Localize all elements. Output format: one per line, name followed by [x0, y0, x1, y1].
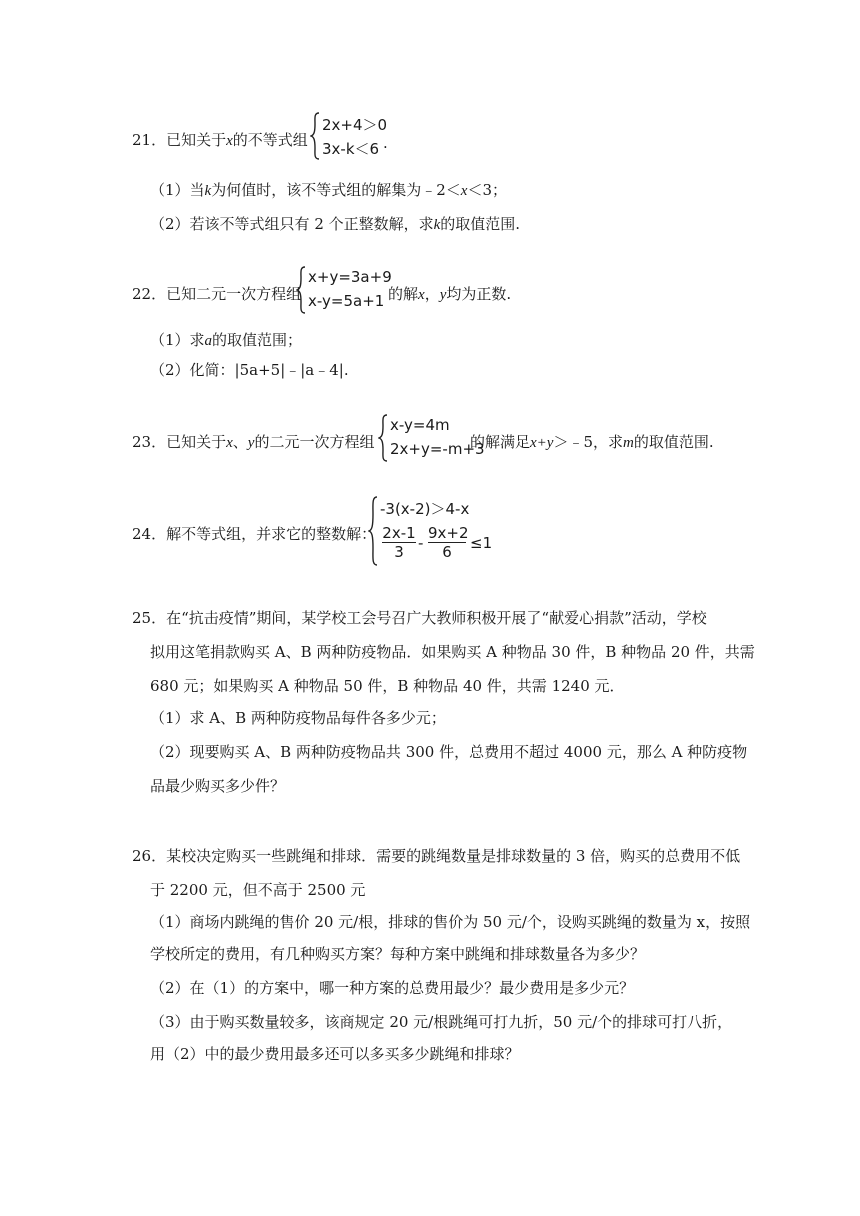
- q26-line-2: 于 2200 元，但不高于 2500 元: [150, 881, 366, 899]
- left-brace-icon: [378, 414, 388, 462]
- q22-equation-1: x+y=3a+9: [308, 268, 392, 286]
- left-brace-icon: [296, 266, 306, 314]
- q22-stem-tail: 的解x，y均为正数.: [388, 285, 512, 303]
- q22-part-2: （2）化简：|5a+5|﹣|a﹣4|.: [150, 361, 349, 379]
- q23-equation-2: 2x+y=-m+3: [390, 440, 485, 458]
- q24-stem: 24．解不等式组，并求它的整数解：: [132, 525, 377, 543]
- q24-fraction-1: [382, 524, 416, 561]
- q21-stem: 21．已知关于x的不等式组: [132, 131, 308, 149]
- q24-system: [368, 496, 528, 568]
- q26-part-2: （2）在（1）的方案中，哪一种方案的总费用最少？最少费用是多少元？: [150, 979, 635, 997]
- q21-part-1: （1）当k为何值时，该不等式组的解集为﹣2＜x＜3；: [150, 181, 507, 199]
- q23-equation-1: x-y=4m: [390, 416, 450, 434]
- q25-line-2: 拟用这笔捐款购买 A、B 两种防疫物品．如果购买 A 种物品 30 件，B 种物品 20 件，共需: [150, 643, 755, 661]
- q25-line-1: 25．在“抗击疫情”期间，某学校工会号召广大教师积极开展了“献爱心捐款”活动，学校: [132, 609, 707, 627]
- q24-inequality-1: -3(x-2)＞4-x: [380, 500, 470, 518]
- q22-equation-2: x-y=5a+1: [308, 292, 385, 310]
- fraction-2-denominator: 6: [428, 542, 466, 561]
- q21-period: .: [383, 134, 388, 152]
- q26-line-4: 学校所定的费用，有几种购买方案？每种方案中跳绳和排球数量各为多少？: [150, 945, 646, 963]
- q25-line-3: 680 元；如果购买 A 种物品 50 件，B 种物品 40 件，共需 1240 元．: [150, 677, 625, 695]
- q26-part-1: （1）商场内跳绳的售价 20 元/根，排球的售价为 50 元/个，设购买跳绳的数量为 x，按照: [150, 913, 751, 931]
- q23-stem: 23．已知关于x、y的二元一次方程组: [132, 433, 375, 451]
- q26-line-7: 用（2）中的最少费用最多还可以多买多少跳绳和排球？: [150, 1045, 520, 1063]
- q25-line-6: 品最少购买多少件？: [150, 777, 286, 795]
- q24-relation: ≤1: [470, 534, 493, 552]
- q25-part-2: （2）现要购买 A、B 两种防疫物品共 300 件，总费用不超过 4000 元，那么 A 种防疫物: [150, 743, 748, 761]
- q25-part-1: （1）求 A、B 两种防疫物品每件各多少元；: [150, 709, 446, 727]
- left-brace-icon: [310, 112, 320, 160]
- q22-stem: 22．已知二元一次方程组: [132, 285, 302, 303]
- q21-system: [310, 112, 400, 162]
- fraction-2-numerator: 9x+2: [428, 524, 469, 542]
- q23-stem-tail: 的解满足x+y＞﹣5，求m的取值范围.: [470, 433, 714, 451]
- q21-part-2: （2）若该不等式组只有 2 个正整数解，求k的取值范围.: [150, 215, 521, 233]
- q24-fraction-2: [428, 524, 469, 561]
- left-brace-icon: [368, 496, 378, 566]
- q24-minus: -: [418, 534, 424, 552]
- q21-inequality-1: 2x+4＞0: [322, 116, 388, 134]
- fraction-1-denominator: 3: [382, 542, 416, 561]
- q26-line-1: 26．某校决定购买一些跳绳和排球．需要的跳绳数量是排球数量的 3 倍，购买的总费用不低: [132, 847, 741, 865]
- q21-inequality-2: 3x-k＜6: [322, 140, 380, 158]
- q22-part-1: （1）求a的取值范围；: [150, 331, 303, 349]
- fraction-1-numerator: 2x-1: [382, 524, 416, 542]
- q26-part-3: （3）由于购买数量较多，该商规定 20 元/根跳绳可打九折，50 元/个的排球可打八折，: [150, 1013, 733, 1031]
